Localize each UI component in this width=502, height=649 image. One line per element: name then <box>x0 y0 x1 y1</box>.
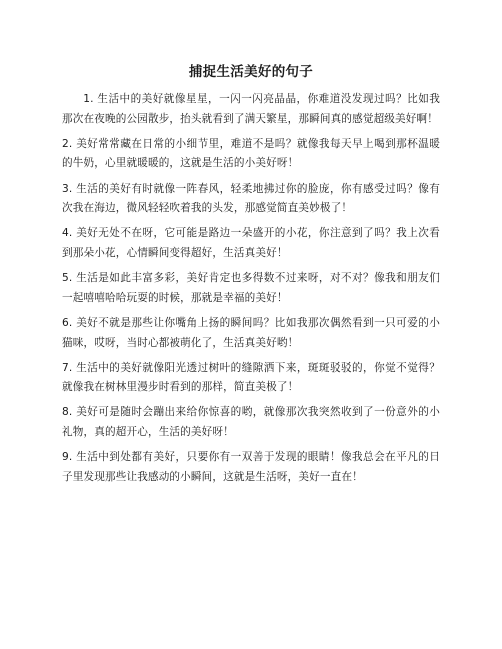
paragraph-1: 1. 生活中的美好就像星星，一闪一闪亮晶晶，你难道没发现过吗？比如我那次在夜晚的公园散步，抬头就看到了满天繁星，那瞬间真的感觉超级美好啊！ <box>62 93 440 125</box>
paragraph-4: 4. 美好无处不在呀，它可能是路边一朵盛开的小花，你注意到了吗？我上次看到那朵小花，心情瞬间变得超好，生活真美好！ <box>62 227 440 259</box>
paragraph-3: 3. 生活的美好有时就像一阵春风，轻柔地拂过你的脸庞，你有感受过吗？像有次我在海边，微风轻轻吹着我的头发，那感觉简直美妙极了！ <box>62 182 440 215</box>
paragraph-2: 2. 美好常常藏在日常的小细节里，难道不是吗？就像我每天早上喝到那杯温暖的牛奶，心里就暖暖的，这就是生活的小美好呀！ <box>62 137 440 170</box>
paragraph-9: 9. 生活中到处都有美好，只要你有一双善于发现的眼睛！像我总会在平凡的日子里发现那些让我感动的小瞬间，这就是生活呀，美好一直在！ <box>62 451 440 483</box>
paragraph-5: 5. 生活是如此丰富多彩，美好肯定也多得数不过来呀，对不对？像我和朋友们一起嘻嘻哈哈玩耍的时候，那就是幸福的美好！ <box>62 272 440 304</box>
paragraph-6: 6. 美好不就是那些让你嘴角上扬的瞬间吗？比如我那次偶然看到一只可爱的小猫咪，哎呀，当时心都被萌化了，生活真美好哟！ <box>62 316 440 349</box>
document-title: 捕捉生活美好的句子 <box>188 64 314 80</box>
paragraph-8: 8. 美好可是随时会蹦出来给你惊喜的哟，就像那次我突然收到了一份意外的小礼物，真的超开心，生活的美好呀！ <box>62 406 440 439</box>
paragraph-7: 7. 生活中的美好就像阳光透过树叶的缝隙洒下来，斑斑驳驳的，你觉不觉得？就像我在树林里漫步时看到的那样，简直美极了！ <box>62 361 440 394</box>
